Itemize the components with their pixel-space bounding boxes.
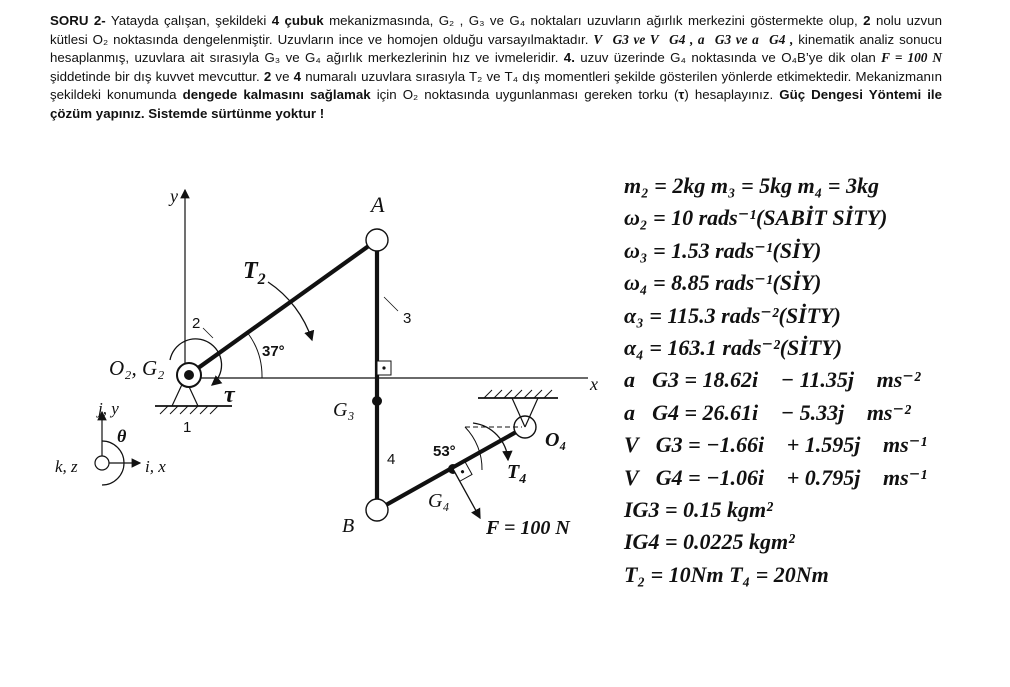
coord-j-label: j, y [98,399,119,418]
problem-text: için O₂ noktasında uygunlanması gereken torku ( [370,87,679,103]
given-alpha3: α₃ = 115.3 rads⁻²(SİTY) [624,302,841,328]
tau-label: τ [224,382,235,408]
right-angle-dot [382,366,385,369]
problem-text: mekanizmasında, G₂ , G₃ ve G₄ noktaları uzuvların ağırlık merkezini göstermekte olup, [323,13,864,28]
given-vG3: V⃗G3 = −1.66i⃗ + 1.595j⃗ ms⁻¹ [624,432,927,458]
given-omega3: ω₃ = 1.53 rads⁻¹(SİY) [624,237,822,263]
given-masses: m₂ = 2kg m₃ = 5kg m₄ = 3kg [624,173,879,198]
problem-text: Yatayda çalışan, şekildeki [105,13,272,28]
G4-label: G₄ [428,490,450,512]
force-label: F = 100 N [486,517,570,539]
link-3-label: 3 [403,310,412,327]
tau-symbol: τ [678,87,685,103]
problem-bold: 2 [863,13,871,28]
problem-bold: Güç Dengesi Yöntemi ile çözüm yapınız. Sistemde sürtünme yoktur ! [50,87,943,121]
given-values [624,170,1004,591]
coord-kz-label: k, z [55,457,78,476]
problem-text: kinematik analiz sonucu hesaplanmış, uzuvlara ait sırasıyla G₃ ve G₄ ağırlık merkezlerinin hız ve ivmeleridir. [50,31,942,66]
given-vG4: V⃗G4 = −1.06i⃗ + 0.795j⃗ ms⁻¹ [624,464,927,490]
given-torques: T₂ = 10Nm T₄ = 20Nm [624,561,829,587]
G3-label: G₃ [333,399,355,421]
problem-text: uzuv üzerinde G₄ noktasında ve O₄B’ye dik olan [574,50,882,66]
y-axis-label: y [170,186,178,206]
given-IG3: IG3 = 0.15 kgm² [624,496,773,522]
given-aG3: a⃗G3 = 18.62i⃗ − 11.35j⃗ ms⁻² [624,367,921,393]
given-omega2: ω₂ = 10 rads⁻¹(SABİT SİTY) [624,205,888,231]
problem-text: şiddetinde bir dış kuvvet mevcuttur. [50,68,264,84]
vector-symbols: V⃗G3 ve V⃗G4 , a⃗G3 ve a⃗G4 , [593,31,794,47]
O4-label: O₄ [545,429,567,451]
given-omega4: ω₄ = 8.85 rads⁻¹(SİY) [624,270,822,296]
angle-arc-37 [247,332,262,378]
given-alpha4: α₄ = 163.1 rads⁻²(SİTY) [624,334,843,360]
angle-53-label: 53° [433,443,456,460]
problem-bold: dengede kalmasını sağlamak [182,87,371,103]
problem-bold: 2 [263,68,272,84]
force-equation: F = 100 N [881,50,942,66]
coord-i-label: i, x [145,457,166,476]
point-B-label: B [342,515,355,537]
coordinate-system-icon [95,412,140,485]
problem-bold: 4. [563,50,575,66]
question-label: SORU 2- [50,13,106,28]
T4-label: $T_4$ [507,461,527,487]
problem-text: ve [271,68,294,84]
link-1-label: 1 [183,419,192,436]
O2-G2-label: O₂, G₂ [109,356,165,380]
problem-text: numaralı uzuvlara sırasıyla T₂ ve T₄ dış momentleri şekilde gösterilen yönlerde etkimektedir. Mekanizmanın şekildeki konumunda [50,68,943,103]
ground-O4 [465,390,558,427]
leader-3 [384,297,398,311]
joint-B [366,499,388,521]
angle-37-label: 37° [262,343,285,360]
x-axis-label: x [590,374,598,394]
problem-text: ) hesaplayınız. [684,87,780,103]
point-A-label: A [371,192,385,217]
given-aG4: a⃗G4 = 26.61i⃗ − 5.33j⃗ ms⁻² [624,399,911,425]
link-2-label: 2 [192,315,201,332]
leader-2 [203,328,213,338]
link-4-label: 4 [387,451,396,468]
problem-bold: 4 [293,68,302,84]
joint-A [366,229,388,251]
angle-arc-53 [465,427,482,470]
G3-dot [372,396,382,406]
T2-label: $T_2$ [243,258,266,288]
given-IG4: IG4 = 0.0225 kgm² [624,529,795,555]
joint-O2-dot [184,370,194,380]
problem-text: nolu uzvun kütlesi O₂ noktasında dengelenmiştir. Uzuvların ince ve homojen olduğu varsayılmaktadır. [50,13,942,47]
coord-theta-label: θ [117,426,127,446]
problem-bold: 4 çubuk [271,13,324,28]
